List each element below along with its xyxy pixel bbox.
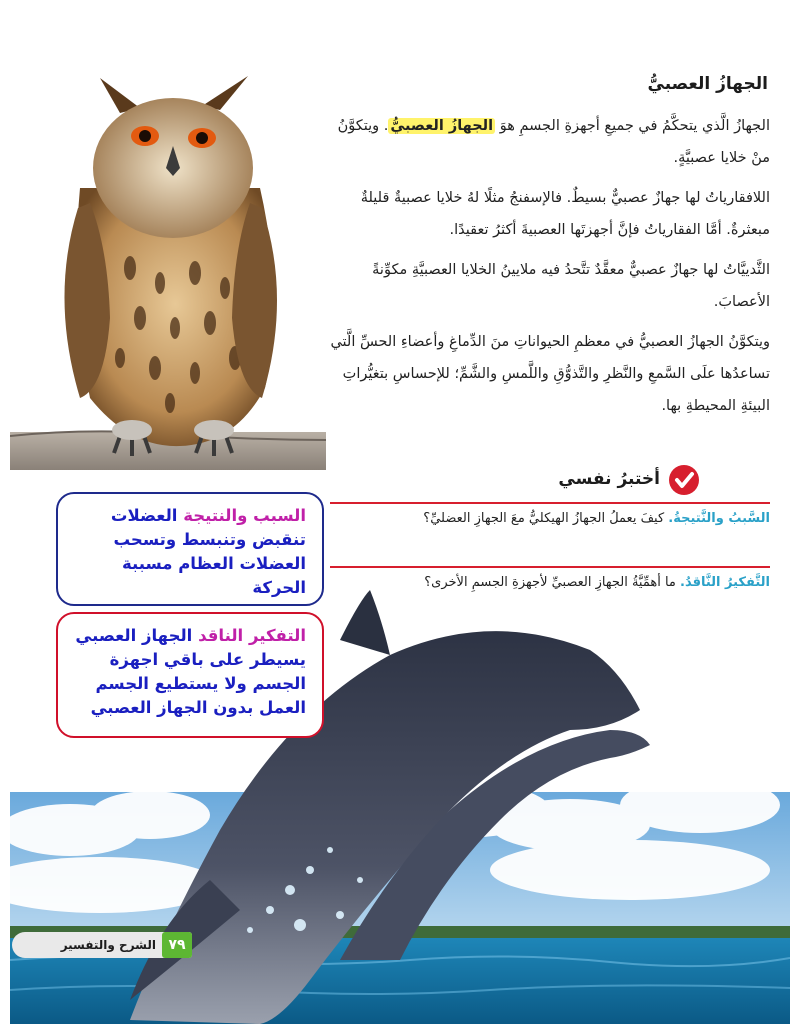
section-heading: الجهازُ العصبيُّ — [647, 74, 768, 94]
footer-label: الشرح والتفسير — [60, 938, 156, 952]
highlighted-term: الجهازُ العصبيُّ — [390, 118, 494, 134]
page-footer — [12, 932, 192, 958]
paragraph-2: اللافقارياتُ لها جهازٌ عصبيٌّ بسيطٌ. فالإسفنجُ مثلًا لهُ خلايا عصبيةٌ قليلةٌ مبعثرةٌ. أمَّا الفقارياتُ فإنَّ أجهزتَها العصبيةَ أكثرُ تعقيدًا. — [360, 190, 770, 238]
note-cause-effect — [56, 492, 324, 606]
paragraph-1-text: الجهازُ الَّذي يتحكَّمُ في جميعِ أجهزةِ الجسمِ هوَ — [499, 118, 770, 134]
note-1-text: العضلات تنقبض وتنبسط وتسحب العضلات العظام مسببة الحركة — [110, 506, 306, 597]
paragraph-3: الثَّدييَّاتُ لها جهازٌ عصبيٌّ معقَّدٌ تتَّحدُ فيه ملايينُ الخلايا العصبيَّةِ مكوِّنةً الأعصابَ. — [372, 262, 770, 310]
checkmark-circle-icon — [668, 464, 700, 496]
question-2-text: ما أهمِّيَّةُ الجهازِ العصبيِّ لأجهزةِ الجسمِ الأخرى؟ — [424, 575, 676, 590]
note-2-label: التفكير الناقد — [198, 626, 306, 645]
self-test-title: أختبرُ نفسي — [558, 469, 660, 489]
divider-middle — [330, 566, 770, 568]
page-number: ٧٩ — [162, 932, 192, 958]
question-cause-effect — [330, 506, 770, 562]
question-1-tag: السَّببُ والنَّتيجةُ. — [668, 511, 770, 526]
paragraph-4: ويتكوَّنُ الجهازُ العصبيُّ في معظمِ الحيواناتِ منَ الدِّماغِ وأعضاءِ الحسِّ الَّتي تساعدُها علَى السَّمعِ والنَّظرِ والتَّذوُّقِ واللَّمسِ والشَّمِّ؛ للإحساسِ بتغيُّراتِ البيئةِ المحيطةِ بها. — [330, 334, 770, 414]
paragraph-1-tail: . ويتكوَّنُ منْ خلايا عصبيَّةٍ. — [337, 118, 770, 166]
paragraph-1 — [330, 110, 770, 174]
owl-image — [10, 68, 326, 470]
note-1-label: السبب والنتيجة — [183, 506, 306, 525]
question-1-text: كيفَ يعملُ الجهازُ الهيكليُّ معَ الجهازِ العضليِّ؟ — [423, 511, 665, 526]
divider-top — [330, 502, 770, 504]
question-2-tag: التَّفكيرُ النَّاقدُ. — [680, 575, 770, 590]
note-2-text: الجهاز العصبي يسيطر على باقي اجهزة الجسم ولا يستطيع الجسم العمل بدون الجهاز العصبي — [75, 626, 306, 717]
note-critical-thinking — [56, 612, 324, 738]
